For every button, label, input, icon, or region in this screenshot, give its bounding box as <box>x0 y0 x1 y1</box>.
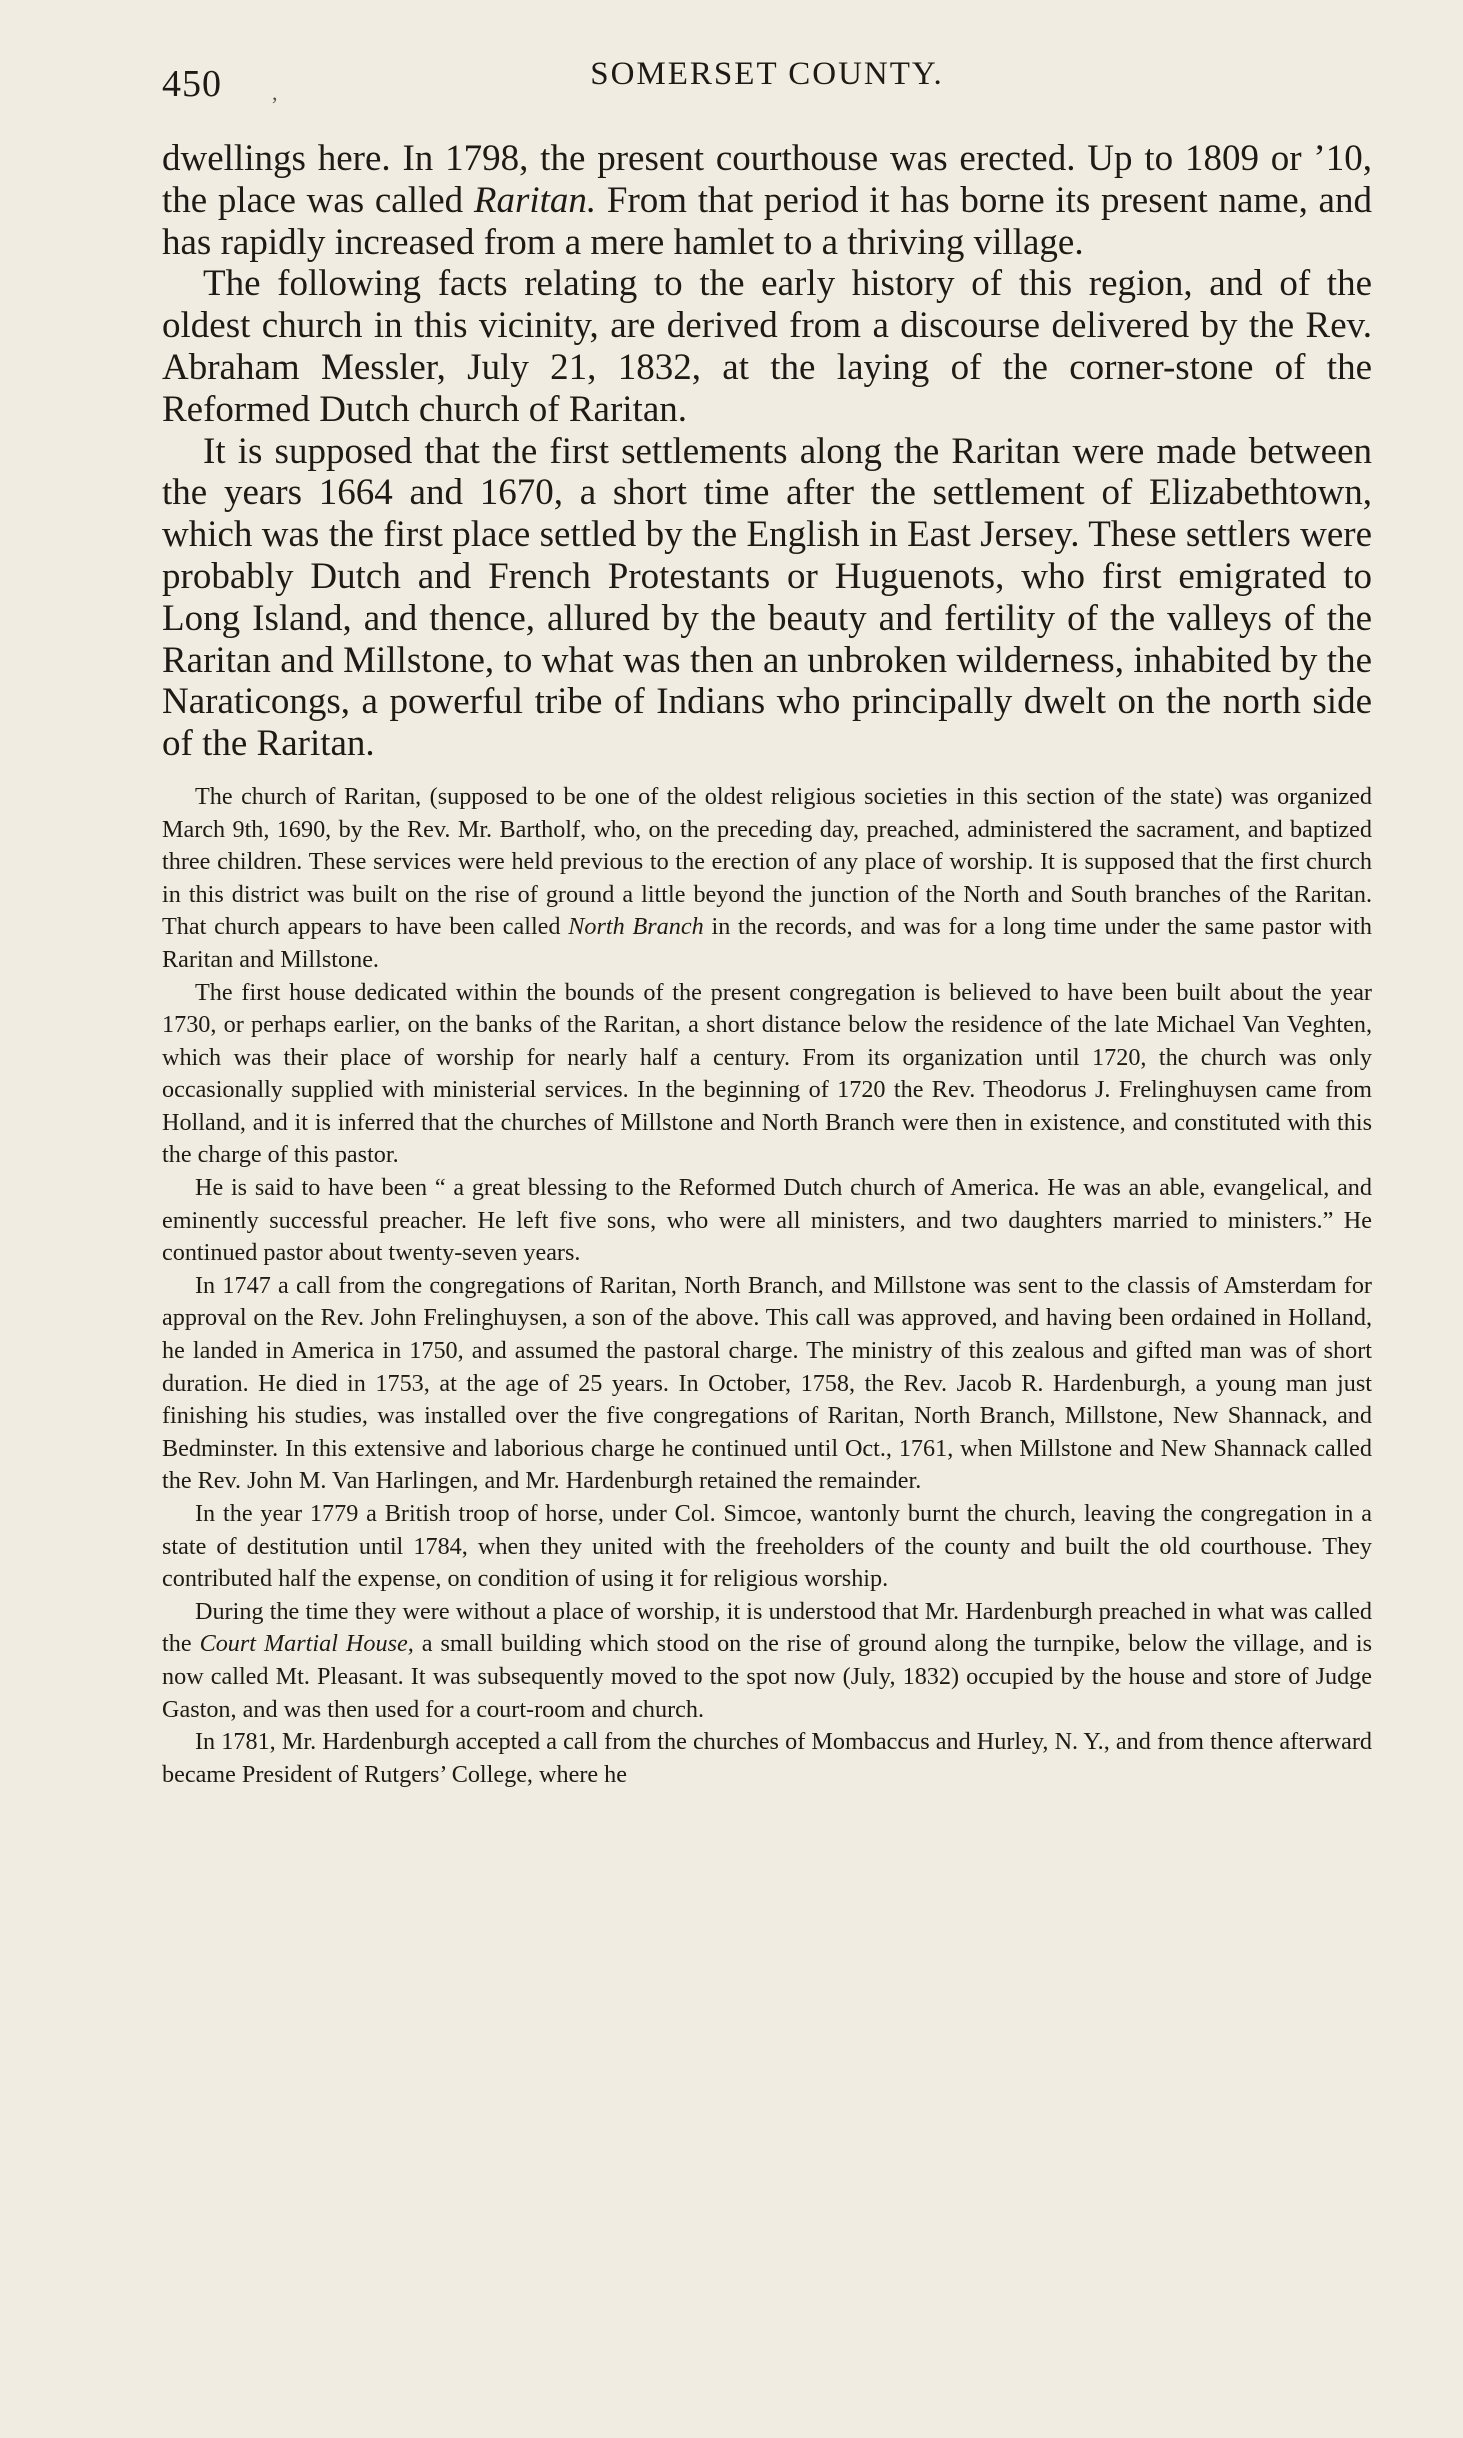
italic-church-name: North Branch <box>568 913 704 941</box>
running-head <box>162 56 1372 104</box>
book-page <box>162 56 1372 1791</box>
note-paragraph: In 1747 a call from the congregations of Raritan, North Branch, and Millstone was sent to the classis of Amsterdam for approval on the Rev. John Frelinghuysen, a son of the above. This call was approved, and having been ordained in Holland, he landed in America in 1750, and assumed the pastoral charge. The ministry of this zealous and gifted man was of short duration. He died in 1753, at the age of 25 years. In October, 1758, the Rev. Jacob R. Hardenburgh, a young man just finishing his studies, was installed over the five congregations of Raritan, North Branch, Millstone, New Shannack, and Bedminster. In this extensive and laborious charge he continued until Oct., 1761, when Millstone and New Shannack called the Rev. John M. Van Harlingen, and Mr. Hardenburgh retained the remainder. <box>162 1271 1372 1495</box>
note-paragraph <box>162 1596 1372 1726</box>
printer-mark: , <box>272 80 278 105</box>
note-paragraph <box>162 781 1372 977</box>
main-text <box>162 138 1372 765</box>
note-text: During the time they were without a place of worship, it is understood that Mr. Hardenburgh preached in what was called the <box>162 1597 1372 1658</box>
note-text: a small building which stood on the rise of ground along the turnpike, below the village, and is now called Mt. Pleasant. It was subsequently moved to the spot now (July, 1832) occupied by the house and store of Judge Gaston, and was then used for a court-room and church. <box>162 1630 1372 1723</box>
paragraph-text: From that period it has borne its present name, and has rapidly increased from a mere hamlet to a thriving village. <box>162 179 1372 263</box>
note-paragraph: He is said to have been “ a great blessing to the Reformed Dutch church of America. He was an able, evangelical, and eminently successful preacher. He left five sons, who were all ministers, and two daughters married to ministers.” He continued pastor about twenty-seven years. <box>162 1174 1372 1267</box>
church-history-notes <box>162 781 1372 1791</box>
note-paragraph: In the year 1779 a British troop of horse, under Col. Simcoe, wantonly burnt the church, leaving the congregation in a state of destitution until 1784, when they united with the freeholders of the county and built the old courthouse. They contributed half the expense, on condition of using it for religious worship. <box>162 1500 1372 1593</box>
page-number: 450 <box>162 63 222 105</box>
paragraph-sources: The following facts relating to the early history of this region, and of the oldest church in this vicinity, are derived from a discourse delivered by the Rev. Abraham Messler, July 21, 1832, at the laying of the corner-stone of the Reformed Dutch church of Raritan. <box>162 263 1372 430</box>
note-paragraph: In 1781, Mr. Hardenburgh accepted a call from the churches of Mombaccus and Hurley, N. Y., and from thence afterward became President of Rutgers’ College, where he <box>162 1728 1372 1788</box>
italic-building-name: Court Martial House, <box>199 1630 414 1658</box>
note-paragraph: The first house dedicated within the bounds of the present congregation is believed to have been built about the year 1730, or perhaps earlier, on the banks of the Raritan, a short distance below the residence of the late Michael Van Veghten, which was their place of worship for nearly half a century. From its organization until 1720, the church was only occasionally supplied with ministerial services. In the beginning of 1720 the Rev. Theodorus J. Frelinghuysen came from Holland, and it is inferred that the churches of Millstone and North Branch were then in existence, and constituted with this the charge of this pastor. <box>162 978 1372 1169</box>
italic-place-name: Raritan. <box>473 179 597 221</box>
note-text: in the records, and was for a long time under the same pastor with Raritan and Millstone. <box>162 913 1372 973</box>
running-title: SOMERSET COUNTY. <box>590 56 944 92</box>
paragraph-settlements: It is supposed that the first settlements along the Raritan were made between the years 1664 and 1670, a short time after the settlement of Elizabethtown, which was the first place settled by the English in East Jersey. These settlers were probably Dutch and French Protestants or Huguenots, who first emigrated to Long Island, and thence, allured by the beauty and fertility of the valleys of the Raritan and Millstone, to what was then an unbroken wilderness, inhabited by the Naraticongs, a powerful tribe of Indians who principally dwelt on the north side of the Raritan. <box>162 430 1372 765</box>
note-text: The church of Raritan, (supposed to be one of the oldest religious societies in this section of the state) was organized March 9th, 1690, by the Rev. Mr. Bartholf, who, on the preceding day, preached, administered the sacrament, and baptized three children. These services were held previous to the erection of any place of worship. It is supposed that the first church in this district was built on the rise of ground a little beyond the junction of the North and South branches of the Raritan. That church appears to have been called <box>162 782 1372 941</box>
paragraph-courthouse <box>162 138 1372 263</box>
paragraph-text: dwellings here. In 1798, the present courthouse was erected. Up to 1809 or ’10, the place was called <box>162 138 1372 221</box>
